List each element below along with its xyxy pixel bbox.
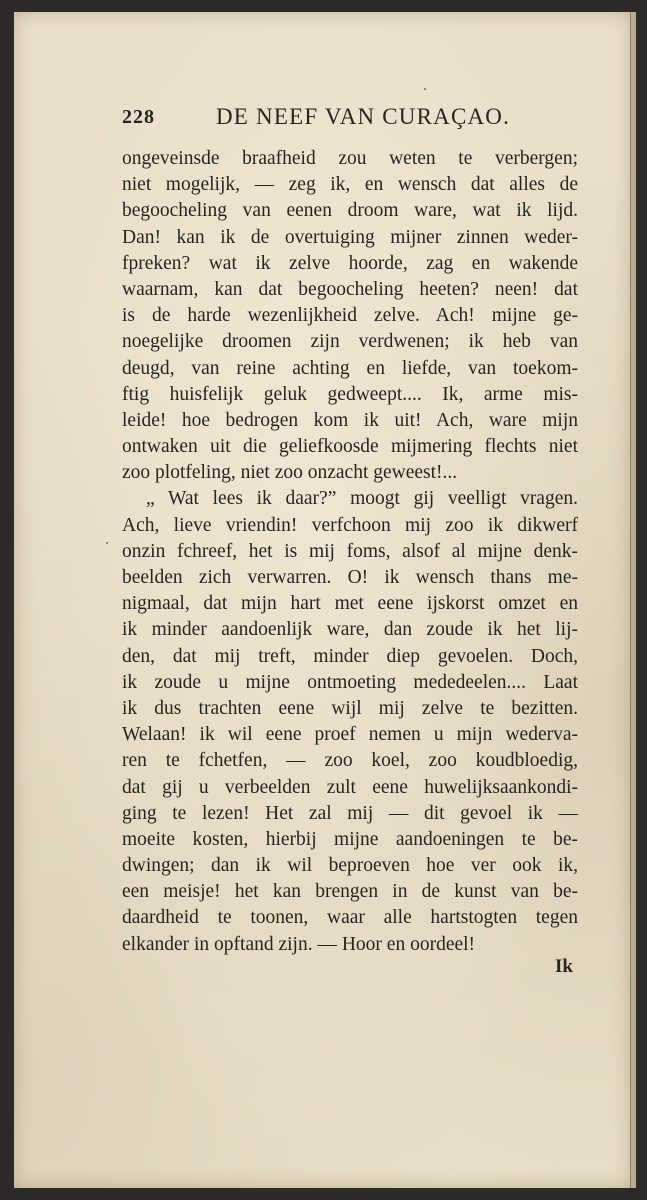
- text-line: ontwaken uit die geliefkoosde mijmering flechts niet: [122, 436, 578, 458]
- text-line: zoo plotfeling, niet zoo onzacht geweest!...: [122, 462, 458, 484]
- page-edge: [630, 12, 636, 1188]
- page-header: [108, 104, 596, 134]
- text-line: Welaan! ik wil eene proef nemen u mijn wederva-: [122, 724, 578, 746]
- text-line: deugd, van reine achting en liefde, van toekom-: [122, 357, 578, 379]
- text-line: dwingen; dan ik wil beproeven hoe ver ook ik,: [122, 855, 578, 877]
- text-line: ik minder aandoenlijk ware, dan zoude ik het lij-: [122, 619, 578, 641]
- text-line: nigmaal, dat mijn hart met eene ijskorst omzet en: [122, 593, 578, 615]
- paper-speck: [106, 542, 108, 544]
- running-head: DE NEEF VAN CURAÇAO.: [216, 104, 511, 129]
- body-text: [122, 146, 578, 958]
- text-line: Dan! kan ik de overtuiging mijner zinnen weder-: [122, 226, 578, 248]
- text-line: onzin fchreef, het is mij foms, alsof al mijne denk-: [122, 540, 578, 562]
- text-line: een meisje! het kan brengen in de kunst van be-: [122, 881, 578, 903]
- page-number: 228: [122, 106, 155, 128]
- text-line: moeite kosten, hierbij mijne aandoeningen te be-: [122, 828, 578, 850]
- text-line: leide! hoe bedrogen kom ik uit! Ach, ware mijn: [122, 409, 578, 431]
- text-line: ftig huisfelijk geluk gedweept.... Ik, arme mis-: [122, 383, 578, 405]
- text-line: daardheid te toonen, waar alle hartstogten tegen: [122, 907, 578, 929]
- text-line: ongeveinsde braafheid zou weten te verbergen;: [122, 148, 578, 169]
- text-line: niet mogelijk, — zeg ik, en wensch dat alles de: [122, 174, 578, 196]
- paper-speck: [424, 88, 426, 90]
- text-line: fpreken? wat ik zelve hoorde, zag en wakende: [122, 252, 578, 274]
- catchword: Ik: [555, 956, 573, 977]
- text-line: noegelijke droomen zijn verdwenen; ik heb van: [122, 331, 578, 353]
- text-line: ren te fchetfen, — zoo koel, zoo koudbloedig,: [122, 750, 578, 772]
- text-line: dat gij u verbeelden zult eene huwelijksaankondi-: [122, 776, 578, 798]
- text-line: ik dus trachten eene wijl mij zelve te bezitten.: [122, 697, 578, 719]
- text-line: ik zoude u mijne ontmoeting mededeelen.... Laat: [122, 671, 578, 693]
- text-line: begoocheling van eenen droom ware, wat ik lijd.: [122, 200, 578, 222]
- text-line: beelden zich verwarren. O! ik wensch thans me-: [122, 567, 578, 588]
- text-line: den, dat mij treft, minder diep gevoelen. Doch,: [122, 645, 578, 667]
- text-line: is de harde wezenlijkheid zelve. Ach! mijne ge-: [122, 305, 578, 327]
- text-line: ging te lezen! Het zal mij — dit gevoel ik —: [122, 802, 578, 824]
- text-line: Ach, lieve vriendin! verfchoon mij zoo ik dikwerf: [122, 514, 578, 536]
- text-line: „ Wat lees ik daar?” moogt gij veelligt vragen.: [146, 488, 578, 510]
- text-line: waarnam, kan dat begoocheling heeten? neen! dat: [122, 278, 578, 300]
- text-line: elkander in opftand zijn. — Hoor en oordeel!: [122, 933, 476, 955]
